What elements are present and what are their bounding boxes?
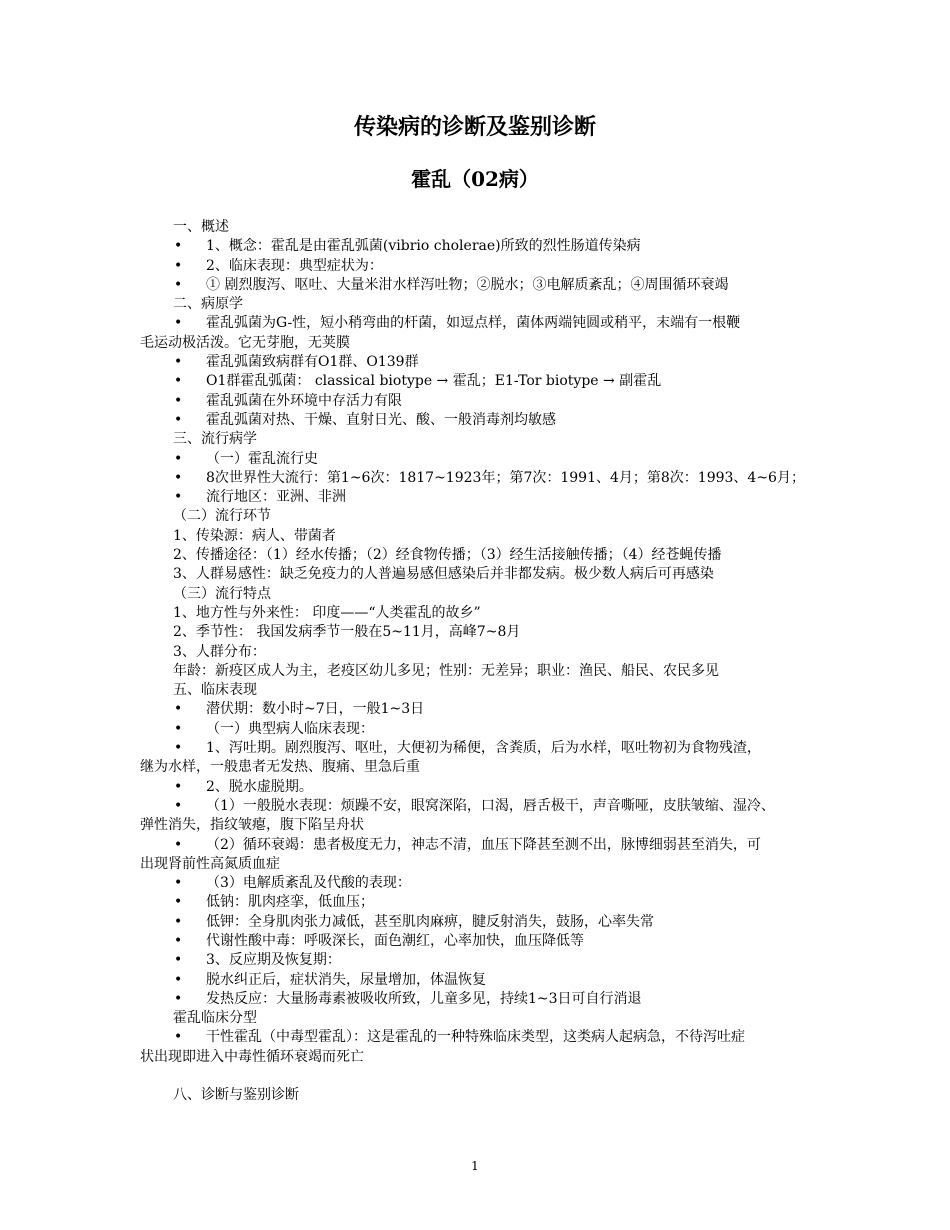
- bullet-item: [140, 276, 812, 295]
- text-line: 霍乱临床分型: [173, 1010, 257, 1027]
- bullet-item: [140, 874, 812, 893]
- text-line: 2、季节性： 我国发病季节一般在5~11月，高峰7~8月: [173, 624, 521, 641]
- bullet-glyph: •: [174, 373, 183, 390]
- bullet-glyph: •: [174, 257, 183, 274]
- bullet-text: 1、泻吐期。剧烈腹泻、呕吐，大便初为稀便，含粪质，后为水样，呕吐物初为食物残渣，: [206, 740, 761, 757]
- bullet-glyph: •: [174, 276, 183, 293]
- bullet-text: 脱水纠正后，症状消失，尿量增加，体温恢复: [206, 971, 486, 988]
- bullet-text: 霍乱弧菌为G-性，短小稍弯曲的杆菌，如逗点样，菌体两端钝圆或稍平，末端有一根鞭: [206, 315, 741, 332]
- bullet-glyph: •: [174, 450, 183, 467]
- bullet-item: [140, 488, 812, 507]
- text-line: 3、人群易感性：缺乏免疫力的人普遍易感但感染后并非都发病。极少数人病后可再感染: [173, 566, 714, 583]
- bullet-glyph: •: [174, 740, 183, 757]
- bullet-item: [140, 411, 812, 430]
- bullet-item: [140, 951, 812, 970]
- bullet-item: [140, 237, 812, 256]
- bullet-glyph: •: [174, 932, 183, 949]
- bullet-text: 低钠：肌肉痉挛，低血压；: [206, 894, 374, 911]
- bullet-text: 8次世界性大流行：第1~6次：1817~1923年；第7次：1991、4月；第8次：1993、4~6月；: [206, 469, 805, 486]
- bullet-text: 霍乱弧菌对热、干燥、直射日光、酸、一般消毒剂均敏感: [206, 411, 556, 428]
- bullet-glyph: •: [174, 778, 183, 795]
- bullet-glyph: •: [174, 894, 183, 911]
- blank-line: [140, 1067, 812, 1086]
- bullet-item: [140, 971, 812, 990]
- bullet-glyph: •: [174, 489, 183, 506]
- document-title: 传染病的诊断及鉴别诊断: [353, 114, 596, 140]
- continuation-line: 弹性消失，指纹皱瘪，腹下陷呈舟状: [140, 817, 364, 834]
- bullet-glyph: •: [174, 971, 183, 988]
- bullet-glyph: •: [174, 469, 183, 486]
- section-title: 霍乱（02病）: [411, 167, 539, 191]
- bullet-glyph: •: [174, 913, 183, 930]
- text-line: 3、人群分布：: [173, 643, 266, 660]
- bullet-item: [140, 990, 812, 1009]
- bullet-glyph: •: [174, 701, 183, 718]
- bullet-item: [140, 314, 812, 333]
- bullet-item: [140, 392, 812, 411]
- bullet-text: 2、临床表现：典型症状为：: [206, 257, 383, 274]
- bullet-item: [140, 720, 812, 739]
- bullet-glyph: •: [174, 875, 183, 892]
- bullet-item: [140, 739, 812, 758]
- bullet-text: 2、脱水虚脱期。: [206, 778, 313, 795]
- text-line: 二、病原学: [173, 296, 243, 313]
- continuation-line: 出现肾前性高氮质血症: [140, 855, 280, 872]
- bullet-glyph: •: [174, 1029, 183, 1046]
- bullet-item: [140, 893, 812, 912]
- page-number: 1: [471, 1159, 479, 1173]
- bullet-text: 流行地区：亚洲、非洲: [206, 489, 346, 506]
- bullet-item: [140, 469, 812, 488]
- bullet-text: 霍乱弧菌在外环境中存活力有限: [206, 392, 402, 409]
- text-line: （三）流行特点: [173, 585, 271, 602]
- bullet-text: 3、反应期及恢复期：: [206, 952, 341, 969]
- bullet-text: 低钾：全身肌肉张力减低，甚至肌肉麻痹，腱反射消失，鼓肠，心率失常: [206, 913, 654, 930]
- text-line: 三、流行病学: [173, 431, 257, 448]
- text-line: 五、临床表现: [173, 682, 257, 699]
- bullet-text: 代谢性酸中毒：呼吸深长，面色潮红，心率加快，血压降低等: [206, 932, 584, 949]
- bullet-text: （3）电解质紊乱及代酸的表现：: [206, 875, 411, 892]
- bullet-text: 发热反应：大量肠毒素被吸收所致，儿童多见，持续1~3日可自行消退: [206, 990, 642, 1007]
- bullet-text: O1群霍乱弧菌： classical biotype → 霍乱；E1-Tor biotype → 副霍乱: [206, 373, 662, 390]
- bullet-text: 1、概念：霍乱是由霍乱弧菌(vibrio cholerae)所致的烈性肠道传染病: [206, 238, 641, 255]
- bullet-item: [140, 700, 812, 719]
- bullet-item: [140, 932, 812, 951]
- bullet-text: （2）循环衰竭：患者极度无力，神志不清，血压下降甚至测不出，脉博细弱甚至消失，可: [206, 836, 761, 853]
- bullet-text: 干性霍乱（中毒型霍乱）：这是霍乱的一种特殊临床类型，这类病人起病急，不待泻吐症: [206, 1029, 745, 1046]
- bullet-item: [140, 372, 812, 391]
- bullet-glyph: •: [174, 720, 183, 737]
- continuation-line: 毛运动极活泼。它无芽胞，无荚膜: [140, 334, 350, 351]
- continuation-line: 状出现即进入中毒性循环衰竭而死亡: [140, 1048, 364, 1065]
- bullet-glyph: •: [174, 411, 183, 428]
- bullet-glyph: •: [174, 354, 183, 371]
- document-body: [140, 218, 812, 1106]
- bullet-glyph: •: [174, 315, 183, 332]
- bullet-glyph: •: [174, 990, 183, 1007]
- bullet-text: 潜伏期：数小时~7日，一般1~3日: [206, 701, 425, 718]
- text-line: 一、概述: [173, 219, 229, 235]
- bullet-item: [140, 913, 812, 932]
- bullet-text: （一）典型病人临床表现：: [206, 720, 374, 737]
- bullet-glyph: •: [174, 238, 183, 255]
- bullet-text: （1）一般脱水表现：烦躁不安，眼窝深陷，口渴，唇舌极干，声音嘶哑，皮肤皱缩、湿冷、: [206, 797, 775, 814]
- bullet-glyph: •: [174, 392, 183, 409]
- text-line: 1、地方性与外来性： 印度——“人类霍乱的故乡”: [173, 604, 481, 621]
- bullet-text: ① 剧烈腹泻、呕吐、大量米泔水样泻吐物；②脱水；③电解质紊乱；④周围循环衰竭: [206, 276, 729, 293]
- bullet-glyph: •: [174, 836, 183, 853]
- text-line: 2、传播途径：（1）经水传播；（2）经食物传播；（3）经生活接触传播；（4）经苍蝇传播: [173, 547, 722, 564]
- bullet-item: [140, 257, 812, 276]
- continuation-line: 继为水样，一般患者无发热、腹痛、里急后重: [140, 759, 420, 776]
- bullet-item: [140, 797, 812, 816]
- bullet-item: [140, 353, 812, 372]
- text-line: 1、传染源：病人、带菌者: [173, 527, 336, 544]
- bullet-glyph: •: [174, 797, 183, 814]
- bullet-glyph: •: [174, 952, 183, 969]
- text-line: 年龄：新疫区成人为主，老疫区幼儿多见；性别：无差异；职业：渔民、船民、农民多见: [173, 662, 719, 679]
- bullet-item: [140, 836, 812, 855]
- bullet-item: [140, 1028, 812, 1047]
- bullet-text: 霍乱弧菌致病群有O1群、O139群: [206, 354, 419, 371]
- text-line: （二）流行环节: [173, 508, 271, 525]
- text-line: 八、诊断与鉴别诊断: [173, 1087, 299, 1104]
- bullet-text: （一）霍乱流行史: [206, 450, 318, 467]
- bullet-item: [140, 778, 812, 797]
- bullet-item: [140, 450, 812, 469]
